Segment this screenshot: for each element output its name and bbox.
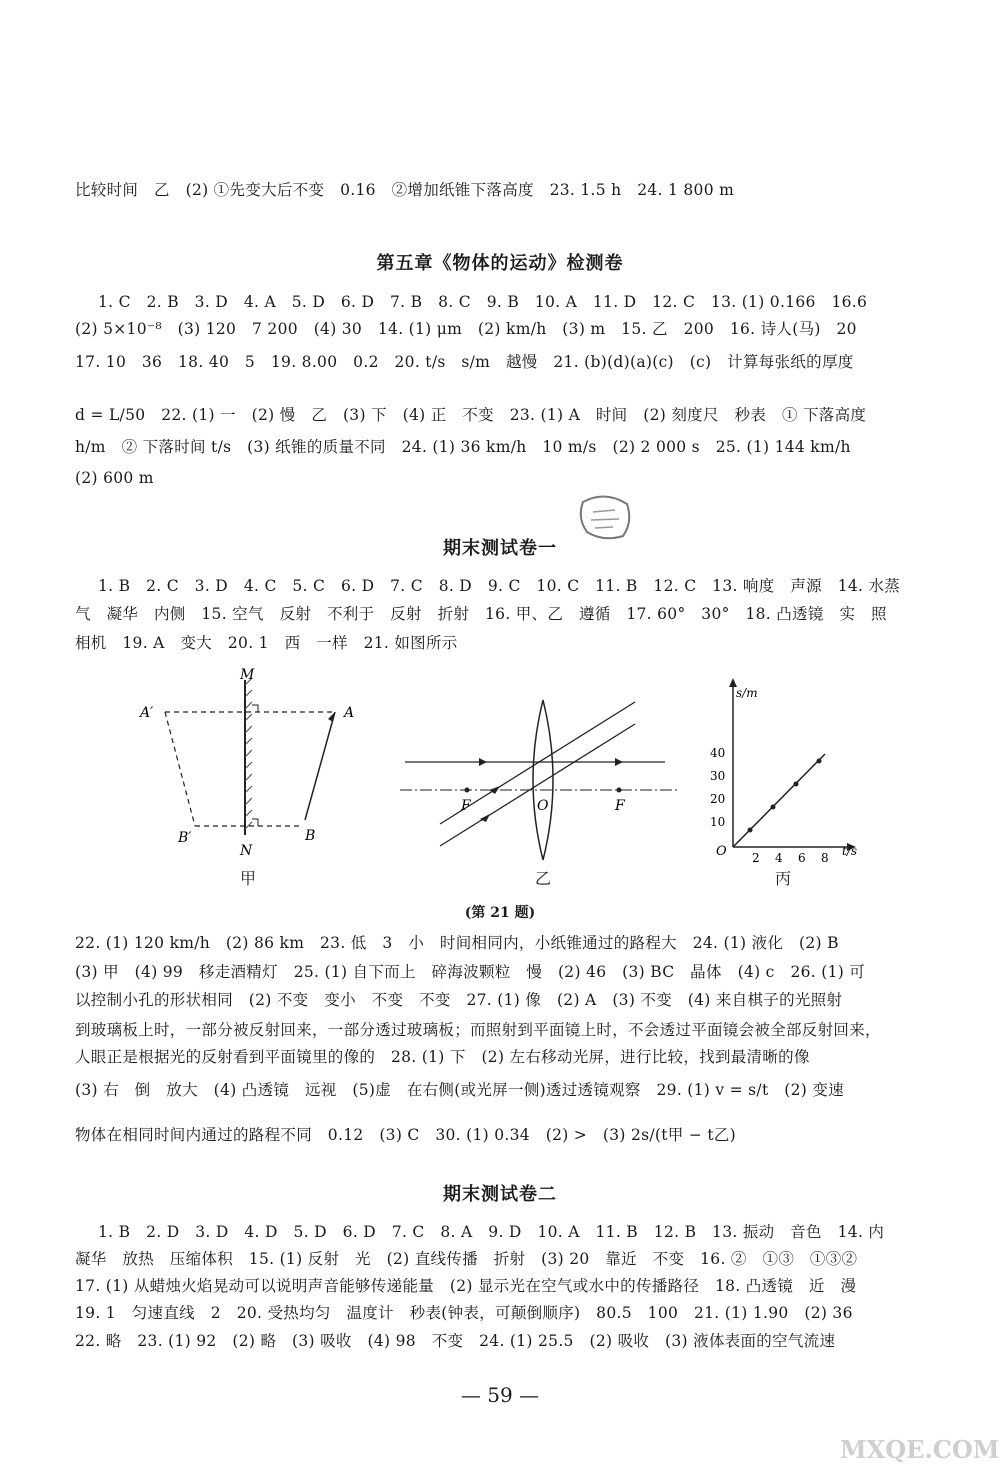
- figure-label-yi: 乙: [535, 869, 552, 888]
- graph-point: [817, 759, 822, 764]
- y-tick-label: 30: [710, 769, 726, 783]
- answer-line: (3) 甲 (4) 99 移走酒精灯 25. (1) 自下而上 碎海波颗粒 慢 (2) 46 (3) BC 晶体 (4) c 26. (1) 可: [75, 963, 866, 981]
- section-title-chapter5: 第五章《物体的运动》检测卷: [376, 253, 624, 274]
- label-F-left: F: [461, 798, 471, 814]
- x-tick-label: 2: [752, 851, 760, 862]
- y-tick-label: 10: [710, 815, 726, 829]
- label-N: N: [240, 843, 253, 859]
- page-number: — 59 —: [460, 1383, 540, 1407]
- y-axis-label: s/m: [736, 686, 758, 700]
- y-tick-label: 40: [710, 746, 726, 760]
- figure-yi-lens: [395, 690, 685, 870]
- figure-jia-mirror: [130, 665, 380, 875]
- answer-line: 17. 10 36 18. 40 5 19. 8.00 0.2 20. t/s s/m 越慢 21. (b)(d)(a)(c) (c) 计算每张纸的厚度: [75, 353, 854, 371]
- answer-line: (2) 5×10⁻⁸ (3) 120 7 200 (4) 30 14. (1) μm (2) km/h (3) m 15. 乙 200 16. 诗人(马) 20: [75, 320, 857, 338]
- x-tick-label: 4: [775, 851, 783, 862]
- answer-line: (2) 600 m: [75, 469, 154, 487]
- origin-label: O: [716, 844, 727, 859]
- x-tick-label: 8: [821, 851, 829, 862]
- answer-line: d = L/50 22. (1) 一 (2) 慢 乙 (3) 下 (4) 正 不变 23. (1) A 时间 (2) 刻度尺 秒表 ① 下落高度: [75, 406, 867, 424]
- label-A: A: [344, 705, 355, 721]
- answer-line: 凝华 放热 压缩体积 15. (1) 反射 光 (2) 直线传播 折射 (3) 20 靠近 不变 16. ② ①③ ①③②: [75, 1250, 858, 1268]
- answer-line: h/m ② 下落时间 t/s (3) 纸锥的质量不同 24. (1) 36 km/h 10 m/s (2) 2 000 s 25. (1) 144 km/h: [75, 438, 851, 456]
- answer-line: 比较时间 乙 (2) ①先变大后不变 0.16 ②增加纸锥下落高度 23. 1.5 h 24. 1 800 m: [75, 181, 735, 199]
- answer-line: 22. (1) 120 km/h (2) 86 km 23. 低 3 小 时间相同内，小纸锥通过的路程大 24. (1) 液化 (2) B: [75, 934, 839, 952]
- answer-line: 1. B 2. C 3. D 4. C 5. C 6. D 7. C 8. D 9. C 10. C 11. B 12. C 13. 响度 声源 14. 水蒸: [98, 577, 901, 595]
- section-title-final-exam-2: 期末测试卷二: [443, 1184, 557, 1205]
- label-B-prime: B′: [178, 830, 192, 846]
- answer-line: 1. C 2. B 3. D 4. A 5. D 6. D 7. B 8. C 9. B 10. A 11. D 12. C 13. (1) 0.166 16.6: [98, 293, 868, 311]
- answer-line: 19. 1 匀速直线 2 20. 受热均匀 温度计 秒表(钟表，可颠倒顺序) 80.5 100 21. (1) 1.90 (2) 36: [75, 1304, 853, 1322]
- answer-line: 22. 略 23. (1) 92 (2) 略 (3) 吸收 (4) 98 不变 24. (1) 25.5 (2) 吸收 (3) 液体表面的空气流速: [75, 1332, 836, 1350]
- label-F-right: F: [615, 798, 625, 814]
- graph-point: [794, 782, 799, 787]
- section-title-final-exam-1: 期末测试卷一: [443, 538, 557, 559]
- y-tick-label: 20: [710, 792, 726, 806]
- answer-line: 物体在相同时间内通过的路程不同 0.12 (3) C 30. (1) 0.34 (2) > (3) 2s/(t甲 − t乙): [75, 1126, 737, 1144]
- label-O: O: [537, 798, 549, 814]
- label-A-prime: A′: [140, 705, 154, 721]
- answer-line: 到玻璃板上时，一部分被反射回来，一部分透过玻璃板；而照射到平面镜上时，不会透过平面镜会被全部反射回来，: [75, 1021, 881, 1039]
- answer-line: 人眼正是根据光的反射看到平面镜里的像的 28. (1) 下 (2) 左右移动光屏，进行比较，找到最清晰的像: [75, 1048, 810, 1066]
- label-B: B: [305, 828, 316, 844]
- x-tick-label: 6: [798, 851, 806, 862]
- answer-line: 以控制小孔的形状相同 (2) 不变 变小 不变 不变 27. (1) 像 (2) A (3) 不变 (4) 来自棋子的光照射: [75, 991, 843, 1009]
- figure-label-bing: 丙: [775, 869, 792, 888]
- label-M: M: [240, 667, 255, 683]
- graph-point: [748, 828, 753, 833]
- x-axis-label: t/s: [842, 844, 858, 858]
- figure-caption: (第 21 题): [464, 905, 536, 921]
- answer-line: 17. (1) 从蜡烛火焰晃动可以说明声音能够传递能量 (2) 显示光在空气或水中的传播路径 18. 凸透镜 近 漫: [75, 1277, 857, 1295]
- answer-line: (3) 右 倒 放大 (4) 凸透镜 远视 (5)虚 在右侧(或光屏一侧)透过透镜观察 29. (1) v = s/t (2) 变速: [75, 1081, 844, 1099]
- figure-bing-graph: [700, 672, 860, 862]
- answer-line: 1. B 2. D 3. D 4. D 5. D 6. D 7. C 8. A 9. D 10. A 11. B 12. B 13. 振动 音色 14. 内: [98, 1223, 885, 1241]
- graph-point: [771, 805, 776, 810]
- figure-label-jia: 甲: [240, 869, 257, 888]
- answer-line: 相机 19. A 变大 20. 1 西 一样 21. 如图所示: [75, 634, 458, 652]
- answer-line: 气 凝华 内侧 15. 空气 反射 不利于 反射 折射 16. 甲、乙 遵循 17. 60° 30° 18. 凸透镜 实 照: [75, 605, 887, 623]
- watermark: MXQE.COM: [840, 1435, 1000, 1464]
